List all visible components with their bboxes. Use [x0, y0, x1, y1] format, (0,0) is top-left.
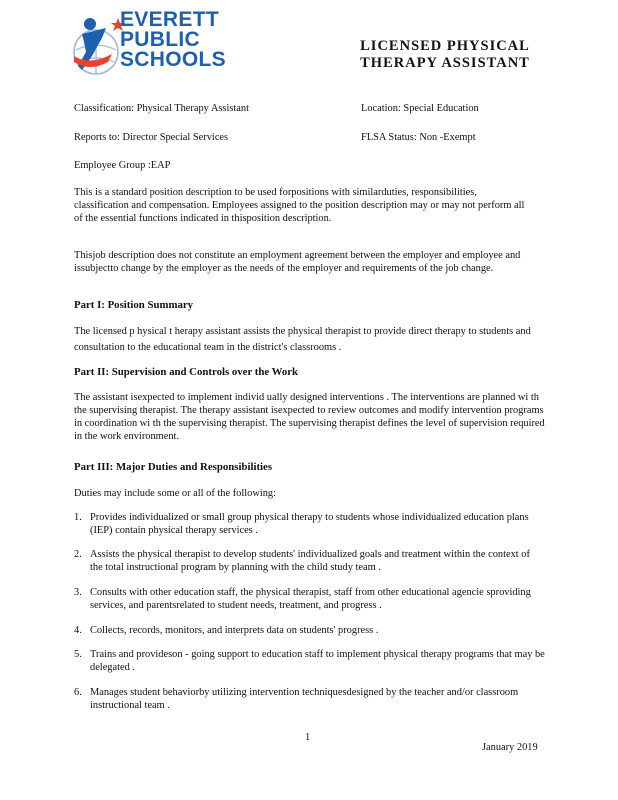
list-item-number: 3.	[74, 587, 82, 598]
intro-paragraph-2: Thisjob description does not constitute an employment agreement between the employer and employee and issubjectto change by the employer as the needs of the employer and requirements of the job change.	[74, 250, 521, 274]
classification-field: Classification: Physical Therapy Assistant	[74, 103, 249, 114]
title-line-2: THERAPY ASSISTANT	[360, 55, 530, 71]
list-item-text: Trains and provideson - going support to education staff to implement physical therapy programs that may be delegated .	[90, 649, 545, 673]
intro-paragraph-1: This is a standard position description to be used forpositions with similarduties, responsibilities, classification and compensation. Employees assigned to the position description may or may not perform all of the essential functions indicated in thisposition description.	[74, 187, 525, 224]
list-item-text: Provides individualized or small group physical therapy to students whose individualized education plans (IEP) contain physical therapy services .	[90, 512, 529, 536]
logo-line-public: PUBLIC	[120, 28, 200, 51]
part1-text: The licensed p hysical t herapy assistant assists the physical therapist to provide direct therapy to students and consultation to the educational team in the district's classrooms .	[74, 326, 531, 353]
document-title	[335, 38, 555, 72]
part3-heading: Part III: Major Duties and Responsibilities	[74, 461, 273, 473]
flsa-status-field: FLSA Status: Non -Exempt	[361, 132, 476, 143]
part2-heading: Part II: Supervision and Controls over the Work	[74, 366, 299, 378]
footer-date: January 2019	[482, 742, 538, 753]
list-item-number: 2.	[74, 549, 82, 560]
list-item-text: Manages student behaviorby utilizing intervention techniquesdesigned by the teacher and/or classroom instructional team .	[90, 687, 519, 711]
everett-public-schools-logo	[72, 10, 242, 82]
list-item-number: 1.	[74, 512, 82, 523]
list-item-number: 6.	[74, 687, 82, 698]
part3-lead: Duties may include some or all of the following:	[74, 488, 276, 499]
list-item-text: Collects, records, monitors, and interprets data on students' progress .	[90, 625, 379, 636]
logo-line-schools: SCHOOLS	[120, 48, 226, 71]
location-field: Location: Special Education	[361, 103, 479, 114]
list-item-number: 5.	[74, 649, 82, 660]
logo-wordmark	[120, 10, 226, 70]
part2-text: The assistant isexpected to implement individ ually designed interventions . The interventions are planned wi th the supervising therapist. The therapy assistant isexpected to review outcomes and modify intervention programs in coordination wi th the supervising therapist. The supervising therapist defines the level of supervision required in the work environment.	[74, 392, 545, 442]
list-item-text: Assists the physical therapist to develop students' individualized goals and treatment within the context of the total instructional program by planning with the child study team .	[90, 549, 530, 573]
reports-to-field: Reports to: Director Special Services	[74, 132, 229, 143]
employee-group-field: Employee Group :EAP	[74, 160, 171, 171]
page-number: 1	[305, 732, 311, 743]
part1-heading: Part I: Position Summary	[74, 299, 194, 311]
title-line-1: LICENSED PHYSICAL	[360, 38, 530, 54]
list-item-number: 4.	[74, 625, 82, 636]
list-item-text: Consults with other education staff, the physical therapist, staff from other educational agencie sproviding services, and parentsrelated to student needs, treatment, and progress .	[90, 587, 531, 611]
logo-line-everett: EVERETT	[120, 8, 219, 31]
